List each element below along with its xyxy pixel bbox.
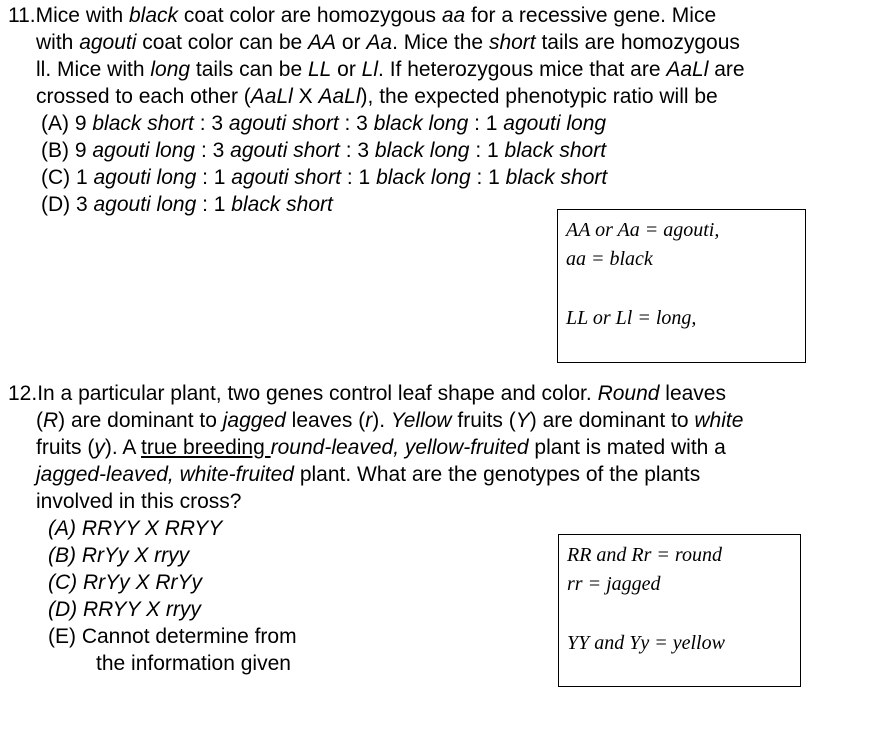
- q11-option-a: (A) 9 black short : 3 agouti short : 3 black long : 1 agouti long: [41, 112, 607, 135]
- q12-option-a: (A) RRYY X RRYY: [48, 517, 223, 540]
- q12-line-3: fruits (y). A true breeding round-leaved, yellow-fruited plant is mated with a: [36, 436, 726, 459]
- q12-legend-line-1: RR and Rr = round: [567, 544, 722, 566]
- q11-line-4: crossed to each other (AaLl X AaLl), the expected phenotypic ratio will be: [36, 85, 718, 108]
- q12-option-b: (B) RrYy X rryy: [48, 544, 190, 567]
- q12-option-e-cont: the information given: [96, 652, 291, 675]
- q12-option-e: (E) Cannot determine from: [48, 625, 297, 648]
- q12-legend-line-3: YY and Yy = yellow: [567, 632, 725, 654]
- q11-option-d: (D) 3 agouti long : 1 black short: [41, 193, 333, 216]
- q11-legend-line-2: aa = black: [566, 248, 653, 270]
- q12-legend-line-2: rr = jagged: [567, 573, 661, 595]
- q12-legend-box: [558, 534, 801, 687]
- q11-line-1: 11.Mice with black coat color are homozygous aa for a recessive gene. Mice: [8, 4, 717, 27]
- q12-line-1: 12.In a particular plant, two genes control leaf shape and color. Round leaves: [8, 382, 726, 405]
- question-11: [8, 2, 745, 218]
- q11-option-c: (C) 1 agouti long : 1 agouti short : 1 black long : 1 black short: [41, 166, 608, 189]
- q12-option-d: (D) RRYY X rryy: [48, 598, 201, 621]
- q11-option-b: (B) 9 agouti long : 3 agouti short : 3 black long : 1 black short: [41, 139, 607, 162]
- q11-line-2: with agouti coat color can be AA or Aa. Mice the short tails are homozygous: [36, 31, 740, 54]
- q11-legend-line-1: AA or Aa = agouti,: [566, 219, 720, 241]
- q11-legend-box: [557, 209, 806, 363]
- q11-line-3: ll. Mice with long tails can be LL or Ll. If heterozygous mice that are AaLl are: [36, 58, 745, 81]
- q12-line-4: jagged-leaved, white-fruited plant. What are the genotypes of the plants: [36, 463, 701, 486]
- q12-line-5: involved in this cross?: [36, 490, 242, 513]
- q11-legend-line-3: LL or Ll = long,: [566, 307, 697, 329]
- q12-line-2: (R) are dominant to jagged leaves (r). Yellow fruits (Y) are dominant to white: [36, 409, 744, 432]
- q12-option-c: (C) RrYy X RrYy: [48, 571, 202, 594]
